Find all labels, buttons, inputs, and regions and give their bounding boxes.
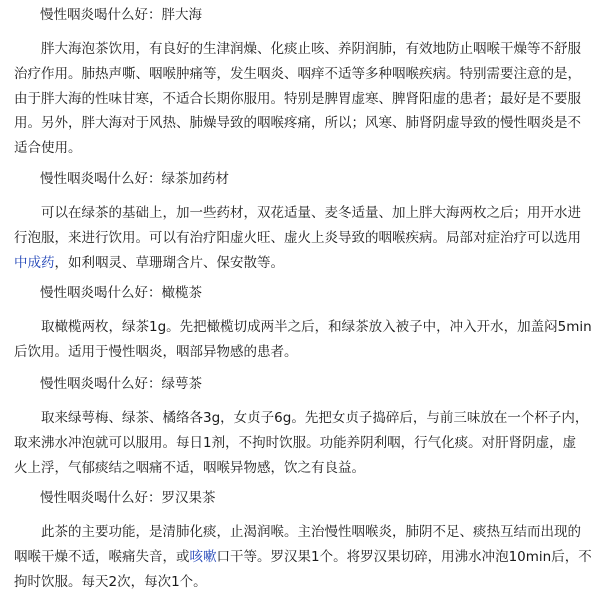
paragraph-line: 取来绿萼梅、绿茶、橘络各3g，女贞子6g。先把女贞子捣碎后，与前三味放在一个杯子内， [41, 410, 589, 426]
paragraph-line: 后饮用。适用于慢性咽炎，咽部异物感的患者。 [14, 343, 298, 360]
paragraph [14, 315, 598, 365]
section-heading: 慢性咽炎喝什么好：绿萼茶 [40, 376, 202, 392]
paragraph-line: 此茶的主要功能，是清肺化痰，止渴润喉。主治慢性咽喉炎，肺阴不足、痰热互结而出现的 [41, 524, 581, 540]
paragraph-line: 可以在绿茶的基础上，加一些药材，双花适量、麦冬适量、加上胖大海两枚之后；用开水进 [41, 205, 581, 221]
section-heading: 慢性咽炎喝什么好：绿茶加药材 [40, 171, 229, 187]
section-heading: 慢性咽炎喝什么好：胖大海 [40, 7, 202, 23]
paragraph-line: 拘时饮服。每天2次，每次1个。 [14, 573, 207, 590]
paragraph [14, 201, 598, 275]
link-chinese-patent-medicine[interactable]: 中成药 [14, 254, 55, 271]
paragraph-line: 用。另外，胖大海对于风热、肺燥导致的咽喉疼痛，所以；风寒、肺肾阴虚导致的慢性咽炎是不 [14, 115, 581, 132]
paragraph-line: 行泡服，来进行饮用。可以有治疗阳虚火旺、虚火上炎导致的咽喉疾病。局部对症治疗可以选用 [14, 229, 581, 246]
paragraph-line: 火上浮，气郁痰结之咽痛不适，咽喉异物感，饮之有良益。 [14, 459, 365, 476]
paragraph-line: 取来沸水冲泡就可以服用。每日1剂，不拘时饮服。功能养阴利咽，行气化痰。对肝肾阴虚，虚 [14, 434, 577, 451]
paragraph [14, 406, 598, 480]
link-cough[interactable]: 咳嗽 [189, 548, 217, 565]
paragraph-line [14, 251, 598, 276]
paragraph-line: 适合使用。 [14, 140, 82, 157]
section-heading: 慢性咽炎喝什么好：罗汉果茶 [40, 490, 216, 506]
section-heading: 慢性咽炎喝什么好：橄榄茶 [40, 285, 202, 301]
paragraph-line: 治疗作用。肺热声嘶、咽喉肿痛等，发生咽炎、咽痒不适等多种咽喉疾病。特别需要注意的是， [14, 65, 581, 82]
paragraph-line-head: 咽喉干燥不适，喉痛失音，或 [14, 548, 190, 565]
paragraph-line: 胖大海泡茶饮用，有良好的生津润燥、化痰止咳、养阴润肺，有效地防止咽喉干燥等不舒服 [41, 41, 581, 57]
paragraph [14, 520, 598, 594]
paragraph-line [14, 545, 598, 570]
paragraph-line: 由于胖大海的性味甘寒，不适合长期你服用。特别是脾胃虚寒、脾肾阳虚的患者；最好是不要服 [14, 90, 581, 107]
paragraph [14, 37, 598, 161]
paragraph-line-tail: ，如利咽灵、草珊瑚含片、保安散等。 [54, 254, 284, 271]
paragraph-line-tail: 口干等。罗汉果1个。将罗汉果切碎，用沸水冲泡10min后，不 [216, 548, 592, 565]
paragraph-line: 取橄榄两枚，绿茶1g。先把橄榄切成两半之后，和绿茶放入被子中，冲入开水，加盖闷5min [41, 319, 592, 335]
